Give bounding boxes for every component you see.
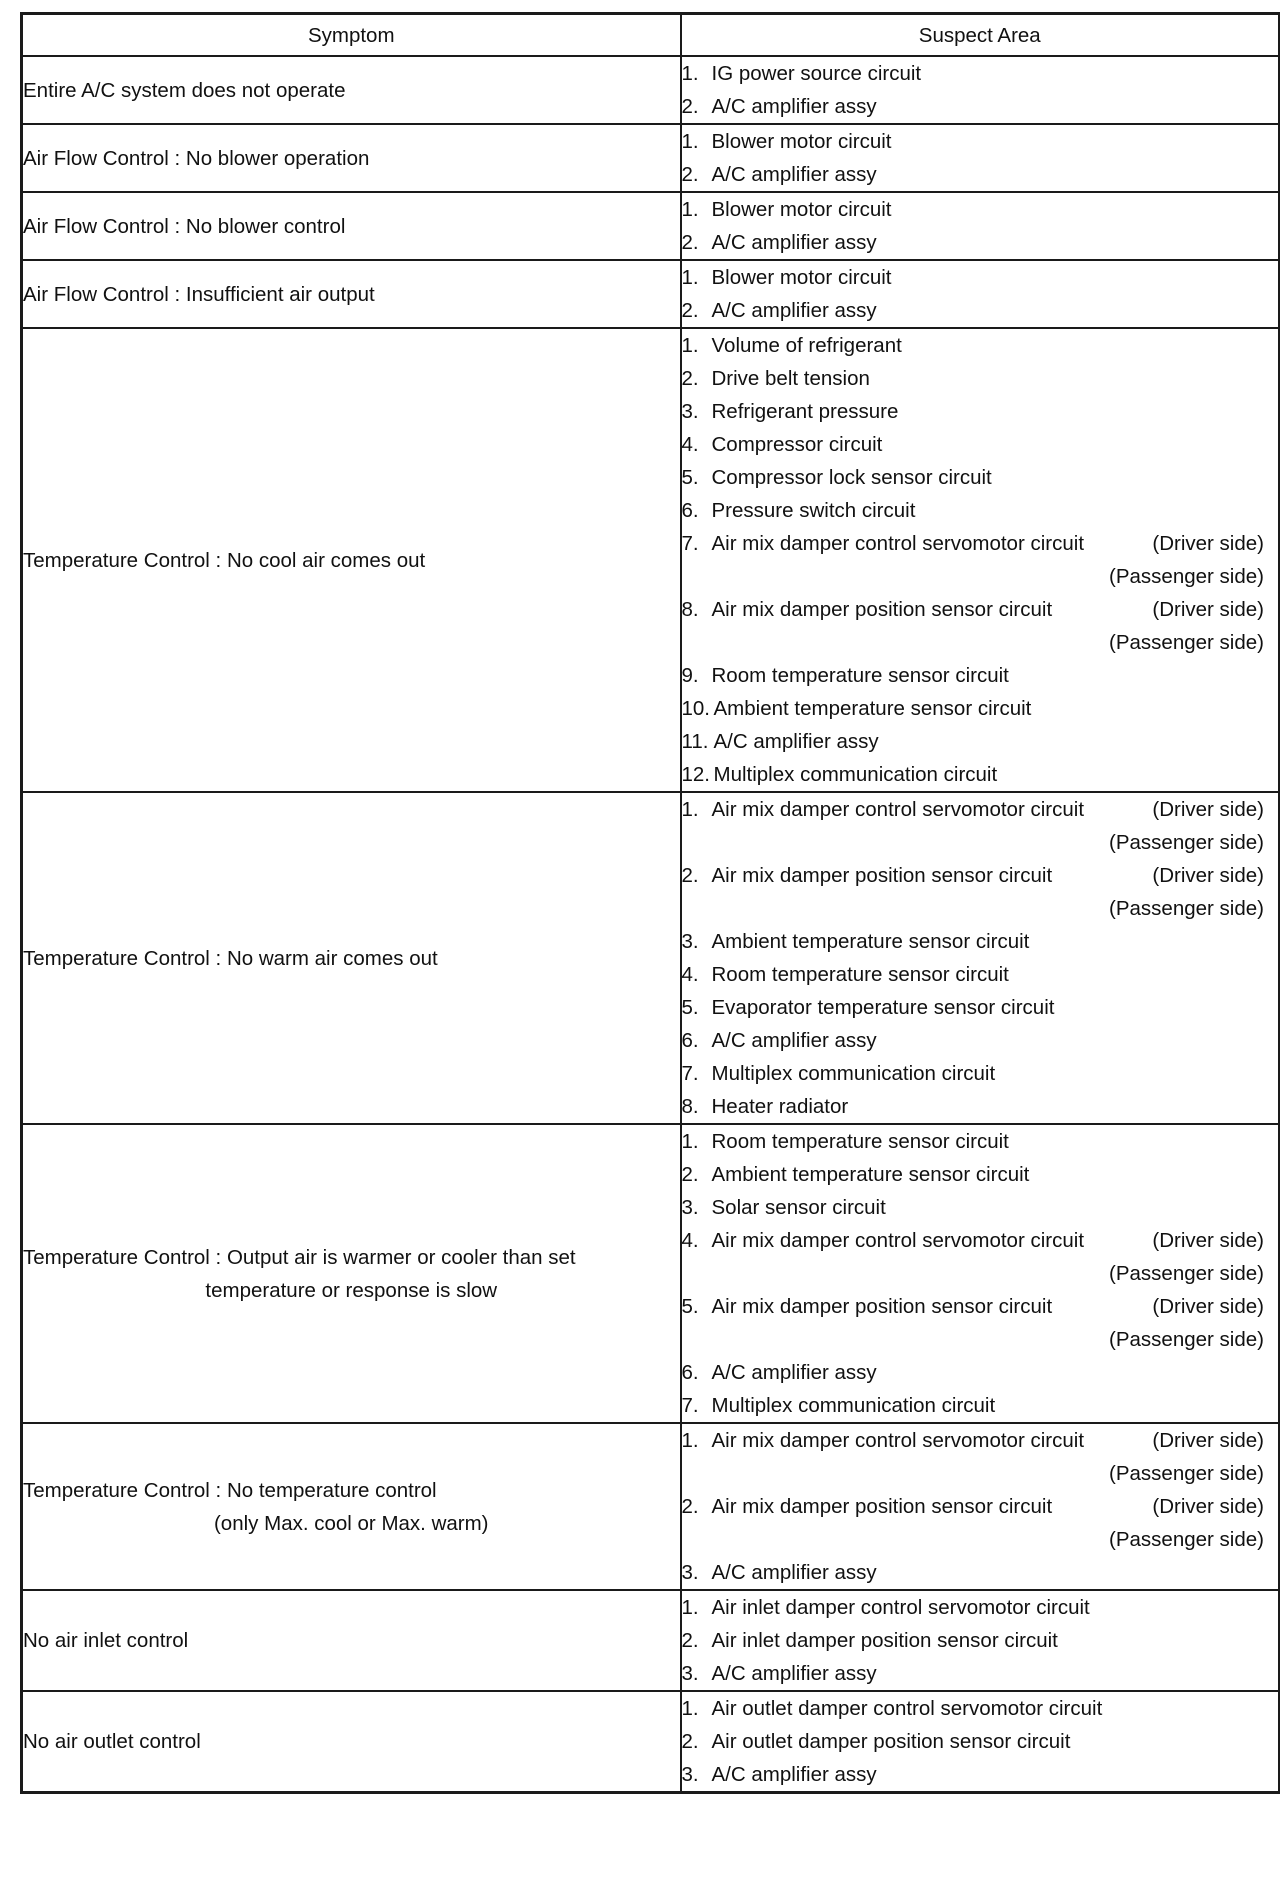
suspect-item xyxy=(682,193,1279,226)
suspect-list xyxy=(682,193,1279,259)
suspect-item-text: Air mix damper position sensor circuit xyxy=(711,864,1053,887)
suspect-area-cell xyxy=(681,124,1280,192)
suspect-item-text: A/C amplifier assy xyxy=(711,163,877,186)
table-row xyxy=(22,792,1280,1124)
symptom-table-sheet xyxy=(20,12,1278,1794)
suspect-item-number: 7. xyxy=(681,532,699,555)
table-row xyxy=(22,1590,1280,1691)
suspect-item xyxy=(682,1692,1279,1725)
suspect-item-text: Ambient temperature sensor circuit xyxy=(711,930,1030,953)
symptom-text-continued: (only Max. cool or Max. warm) xyxy=(213,1511,489,1535)
suspect-item-number: 2. xyxy=(681,299,699,322)
suspect-area-cell xyxy=(681,260,1280,328)
suspect-item-number: 8. xyxy=(681,1095,699,1118)
suspect-area-cell xyxy=(681,792,1280,1124)
suspect-item xyxy=(682,1758,1279,1791)
suspect-item xyxy=(682,461,1279,494)
suspect-area-cell xyxy=(681,1691,1280,1793)
symptom-text: Temperature Control : No warm air comes out xyxy=(23,946,438,970)
suspect-item-text: Ambient temperature sensor circuit xyxy=(713,697,1032,720)
header-symptom: Symptom xyxy=(22,14,681,57)
suspect-item xyxy=(682,1090,1279,1123)
suspect-item-text: Air outlet damper position sensor circuit xyxy=(711,1730,1071,1753)
suspect-item-text: A/C amplifier assy xyxy=(711,1763,877,1786)
suspect-item-number: 2. xyxy=(681,864,699,887)
suspect-item xyxy=(682,1125,1279,1158)
suspect-item-text: Solar sensor circuit xyxy=(711,1196,886,1219)
symptom-text: Temperature Control : Output air is warmer or cooler than set xyxy=(23,1245,576,1269)
symptom-cell xyxy=(22,1124,681,1423)
suspect-item xyxy=(682,428,1279,461)
suspect-area-cell xyxy=(681,1423,1280,1590)
suspect-item xyxy=(682,1191,1279,1224)
passenger-side-label: (Passenger side) xyxy=(1109,1262,1264,1285)
suspect-item-number: 6. xyxy=(681,1029,699,1052)
suspect-item-number: 7. xyxy=(681,1062,699,1085)
symptom-text: Temperature Control : No cool air comes out xyxy=(23,548,426,572)
suspect-list xyxy=(682,57,1279,123)
driver-side-label: (Driver side) xyxy=(1152,1429,1264,1452)
suspect-item-number: 3. xyxy=(681,930,699,953)
suspect-item-number: 5. xyxy=(681,466,699,489)
suspect-item-number: 11. xyxy=(681,730,709,753)
table-row xyxy=(22,192,1280,260)
suspect-item-text: Air mix damper control servomotor circuit xyxy=(711,1429,1085,1452)
symptom-cell xyxy=(22,56,681,124)
suspect-item-number: 3. xyxy=(681,1561,699,1584)
suspect-item-number: 1. xyxy=(681,198,699,221)
symptom-text-continued: temperature or response is slow xyxy=(205,1278,498,1302)
suspect-item xyxy=(682,793,1279,859)
suspect-item xyxy=(682,1158,1279,1191)
suspect-item-text: Air mix damper position sensor circuit xyxy=(711,598,1053,621)
driver-side-label: (Driver side) xyxy=(1152,864,1264,887)
suspect-item-number: 1. xyxy=(681,266,699,289)
suspect-area-cell xyxy=(681,328,1280,792)
symptom-text: Air Flow Control : No blower control xyxy=(23,214,346,238)
suspect-item-text: Heater radiator xyxy=(711,1095,849,1118)
suspect-area-cell xyxy=(681,1590,1280,1691)
suspect-item-text: Blower motor circuit xyxy=(711,198,892,221)
suspect-item-text: A/C amplifier assy xyxy=(711,1561,877,1584)
suspect-item xyxy=(682,90,1279,123)
suspect-item-text: A/C amplifier assy xyxy=(711,95,877,118)
suspect-item-text: Air mix damper control servomotor circuit xyxy=(711,1229,1085,1252)
suspect-item-number: 1. xyxy=(681,1697,699,1720)
table-row xyxy=(22,1423,1280,1590)
suspect-list xyxy=(682,1692,1279,1791)
suspect-item-text: Multiplex communication circuit xyxy=(713,763,998,786)
suspect-item xyxy=(682,226,1279,259)
suspect-item-number: 4. xyxy=(681,1229,699,1252)
suspect-item-number: 1. xyxy=(681,1130,699,1153)
suspect-item xyxy=(682,1424,1279,1490)
suspect-item-text: Compressor circuit xyxy=(711,433,883,456)
symptom-cell xyxy=(22,1590,681,1691)
suspect-list xyxy=(682,125,1279,191)
symptom-text: Air Flow Control : Insufficient air output xyxy=(23,282,375,306)
suspect-item-number: 7. xyxy=(681,1394,699,1417)
suspect-item xyxy=(682,1389,1279,1422)
suspect-item xyxy=(682,1024,1279,1057)
suspect-item-text: Air outlet damper control servomotor circuit xyxy=(711,1697,1103,1720)
symptom-text: Entire A/C system does not operate xyxy=(23,78,346,102)
suspect-item-text: Ambient temperature sensor circuit xyxy=(711,1163,1030,1186)
suspect-item xyxy=(682,1490,1279,1556)
suspect-item-text: Multiplex communication circuit xyxy=(711,1062,996,1085)
passenger-side-label: (Passenger side) xyxy=(1109,631,1264,654)
symptom-cell xyxy=(22,1691,681,1793)
passenger-side-label: (Passenger side) xyxy=(1109,1528,1264,1551)
suspect-list xyxy=(682,261,1279,327)
suspect-item xyxy=(682,758,1279,791)
suspect-item-number: 1. xyxy=(681,62,699,85)
table-row xyxy=(22,1691,1280,1793)
suspect-item-text: Air inlet damper position sensor circuit xyxy=(711,1629,1058,1652)
suspect-item-number: 2. xyxy=(681,1629,699,1652)
table-row xyxy=(22,328,1280,792)
suspect-item xyxy=(682,329,1279,362)
suspect-item-text: Air mix damper position sensor circuit xyxy=(711,1495,1053,1518)
suspect-item-number: 1. xyxy=(681,1429,699,1452)
suspect-item-number: 9. xyxy=(681,664,699,687)
symptom-text: No air inlet control xyxy=(23,1629,189,1652)
suspect-item xyxy=(682,1725,1279,1758)
suspect-item-number: 3. xyxy=(681,1662,699,1685)
suspect-item-number: 8. xyxy=(681,598,699,621)
suspect-item-number: 4. xyxy=(681,433,699,456)
problem-symptoms-table xyxy=(20,12,1280,1794)
suspect-list xyxy=(682,1424,1279,1589)
symptom-cell xyxy=(22,328,681,792)
table-header-row xyxy=(22,14,1280,57)
suspect-item-text: Drive belt tension xyxy=(711,367,870,390)
suspect-item-text: Air mix damper position sensor circuit xyxy=(711,1295,1053,1318)
suspect-item xyxy=(682,991,1279,1024)
suspect-item-text: Volume of refrigerant xyxy=(711,334,902,357)
suspect-item-text: IG power source circuit xyxy=(711,62,922,85)
suspect-item xyxy=(682,261,1279,294)
suspect-item xyxy=(682,362,1279,395)
suspect-item xyxy=(682,692,1279,725)
suspect-item-number: 1. xyxy=(681,334,699,357)
suspect-item-text: A/C amplifier assy xyxy=(711,1662,877,1685)
suspect-item xyxy=(682,725,1279,758)
symptom-text: Air Flow Control : No blower operation xyxy=(23,146,370,170)
driver-side-label: (Driver side) xyxy=(1152,598,1264,621)
suspect-item-number: 10. xyxy=(681,697,710,720)
suspect-item-number: 2. xyxy=(681,1495,699,1518)
suspect-item-number: 5. xyxy=(681,1295,699,1318)
suspect-item xyxy=(682,158,1279,191)
suspect-item xyxy=(682,1657,1279,1690)
symptom-text: Temperature Control : No temperature control xyxy=(23,1478,437,1502)
suspect-item-number: 2. xyxy=(681,1730,699,1753)
suspect-item-text: Blower motor circuit xyxy=(711,130,892,153)
suspect-item-number: 3. xyxy=(681,1196,699,1219)
header-suspect-area: Suspect Area xyxy=(681,14,1280,57)
symptom-cell xyxy=(22,1423,681,1590)
suspect-item xyxy=(682,859,1279,925)
suspect-item xyxy=(682,1591,1279,1624)
suspect-list xyxy=(682,793,1279,1123)
suspect-item-text: A/C amplifier assy xyxy=(711,1029,877,1052)
suspect-item-number: 1. xyxy=(681,1596,699,1619)
suspect-list xyxy=(682,1125,1279,1422)
suspect-item xyxy=(682,1224,1279,1290)
suspect-item xyxy=(682,294,1279,327)
suspect-item-number: 12. xyxy=(681,763,710,786)
driver-side-label: (Driver side) xyxy=(1152,798,1264,821)
suspect-item-text: A/C amplifier assy xyxy=(711,299,877,322)
suspect-item-text: A/C amplifier assy xyxy=(713,730,879,753)
driver-side-label: (Driver side) xyxy=(1152,1495,1264,1518)
table-row xyxy=(22,260,1280,328)
suspect-item xyxy=(682,1624,1279,1657)
suspect-item-number: 4. xyxy=(681,963,699,986)
suspect-item xyxy=(682,527,1279,593)
passenger-side-label: (Passenger side) xyxy=(1109,1328,1264,1351)
suspect-item xyxy=(682,659,1279,692)
passenger-side-label: (Passenger side) xyxy=(1109,831,1264,854)
suspect-item-number: 3. xyxy=(681,400,699,423)
suspect-item-text: Blower motor circuit xyxy=(711,266,892,289)
suspect-item-number: 2. xyxy=(681,95,699,118)
driver-side-label: (Driver side) xyxy=(1152,1295,1264,1318)
driver-side-label: (Driver side) xyxy=(1152,1229,1264,1252)
suspect-item-number: 1. xyxy=(681,130,699,153)
suspect-item-text: Air mix damper control servomotor circuit xyxy=(711,532,1085,555)
suspect-item xyxy=(682,494,1279,527)
suspect-item-text: A/C amplifier assy xyxy=(711,231,877,254)
suspect-item-text: Evaporator temperature sensor circuit xyxy=(711,996,1055,1019)
suspect-item xyxy=(682,1556,1279,1589)
suspect-item xyxy=(682,1356,1279,1389)
suspect-item xyxy=(682,925,1279,958)
symptom-cell xyxy=(22,260,681,328)
symptom-cell xyxy=(22,124,681,192)
suspect-item xyxy=(682,1290,1279,1356)
suspect-item-number: 2. xyxy=(681,163,699,186)
symptom-cell xyxy=(22,792,681,1124)
suspect-list xyxy=(682,1591,1279,1690)
symptom-cell xyxy=(22,192,681,260)
suspect-item-text: Room temperature sensor circuit xyxy=(711,1130,1009,1153)
suspect-item-number: 2. xyxy=(681,1163,699,1186)
table-row xyxy=(22,56,1280,124)
suspect-area-cell xyxy=(681,192,1280,260)
symptom-text: No air outlet control xyxy=(23,1730,201,1753)
suspect-item-number: 2. xyxy=(681,231,699,254)
suspect-item-text: Multiplex communication circuit xyxy=(711,1394,996,1417)
driver-side-label: (Driver side) xyxy=(1152,532,1264,555)
suspect-item-text: Pressure switch circuit xyxy=(711,499,916,522)
passenger-side-label: (Passenger side) xyxy=(1109,565,1264,588)
suspect-item-text: Compressor lock sensor circuit xyxy=(711,466,992,489)
passenger-side-label: (Passenger side) xyxy=(1109,897,1264,920)
suspect-item xyxy=(682,958,1279,991)
suspect-item xyxy=(682,395,1279,428)
suspect-item-text: Air mix damper control servomotor circuit xyxy=(711,798,1085,821)
suspect-item xyxy=(682,125,1279,158)
table-row xyxy=(22,124,1280,192)
suspect-area-cell xyxy=(681,1124,1280,1423)
passenger-side-label: (Passenger side) xyxy=(1109,1462,1264,1485)
suspect-area-cell xyxy=(681,56,1280,124)
suspect-item-number: 2. xyxy=(681,367,699,390)
suspect-item-number: 6. xyxy=(681,499,699,522)
suspect-item xyxy=(682,1057,1279,1090)
suspect-item xyxy=(682,593,1279,659)
suspect-item-text: Refrigerant pressure xyxy=(711,400,899,423)
suspect-item-text: Air inlet damper control servomotor circuit xyxy=(711,1596,1090,1619)
suspect-list xyxy=(682,329,1279,791)
suspect-item-number: 6. xyxy=(681,1361,699,1384)
suspect-item-number: 5. xyxy=(681,996,699,1019)
suspect-item-number: 3. xyxy=(681,1763,699,1786)
suspect-item-number: 1. xyxy=(681,798,699,821)
table-body xyxy=(22,56,1280,1793)
suspect-item xyxy=(682,57,1279,90)
table-row xyxy=(22,1124,1280,1423)
suspect-item-text: Room temperature sensor circuit xyxy=(711,963,1009,986)
suspect-item-text: Room temperature sensor circuit xyxy=(711,664,1009,687)
suspect-item-text: A/C amplifier assy xyxy=(711,1361,877,1384)
